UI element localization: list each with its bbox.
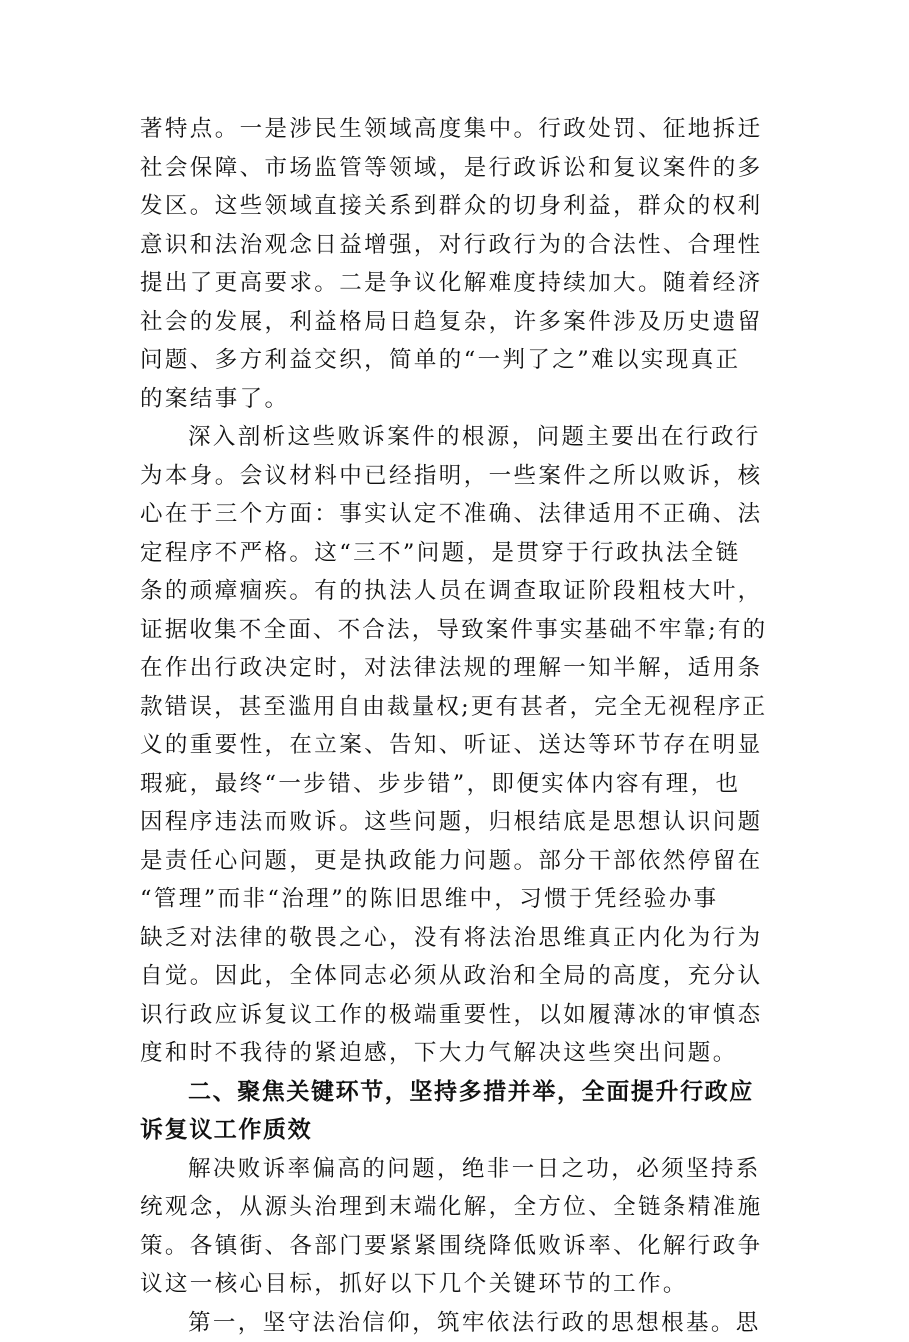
- text-line: 社会保障、市场监管等领域，是行政诉讼和复议案件的多: [140, 149, 770, 188]
- text-line: 义的重要性，在立案、告知、听证、送达等环节存在明显: [140, 726, 770, 765]
- paragraph-continuation: [140, 110, 770, 418]
- text-line: 第一，坚守法治信仰，筑牢依法行政的思想根基。思: [140, 1304, 770, 1342]
- text-line: “管理”而非“治理”的陈旧思维中，习惯于凭经验办事: [140, 880, 770, 919]
- text-line: 发区。这些领域直接关系到群众的切身利益，群众的权利: [140, 187, 770, 226]
- text-line: 社会的发展，利益格局日趋复杂，许多案件涉及历史遗留: [140, 303, 770, 342]
- text-line: 识行政应诉复议工作的极端重要性，以如履薄冰的审慎态: [140, 996, 770, 1035]
- text-line: 定程序不严格。这“三不”问题，是贯穿于行政执法全链: [140, 534, 770, 573]
- text-line: 议这一核心目标，抓好以下几个关键环节的工作。: [140, 1265, 770, 1304]
- text-line: 因程序违法而败诉。这些问题，归根结底是思想认识问题: [140, 803, 770, 842]
- text-line: 是责任心问题，更是执政能力问题。部分干部依然停留在: [140, 842, 770, 881]
- text-line: 款错误，甚至滥用自由裁量权;更有甚者，完全无视程序正: [140, 688, 770, 727]
- text-line: 深入剖析这些败诉案件的根源，问题主要出在行政行: [140, 418, 770, 457]
- text-line: 策。各镇街、各部门要紧紧围绕降低败诉率、化解行政争: [140, 1227, 770, 1266]
- text-line: 心在于三个方面：事实认定不准确、法律适用不正确、法: [140, 495, 770, 534]
- text-line: 为本身。会议材料中已经指明，一些案件之所以败诉，核: [140, 457, 770, 496]
- text-line: 的案结事了。: [140, 380, 770, 419]
- heading-line: 诉复议工作质效: [140, 1111, 770, 1150]
- text-line: 在作出行政决定时，对法律法规的理解一知半解，适用条: [140, 649, 770, 688]
- text-line: 问题、多方利益交织，简单的“一判了之”难以实现真正: [140, 341, 770, 380]
- text-line: 度和时不我待的紧迫感，下大力气解决这些突出问题。: [140, 1034, 770, 1073]
- text-line: 缺乏对法律的敬畏之心，没有将法治思维真正内化为行为: [140, 919, 770, 958]
- paragraph-root-causes: [140, 418, 770, 1073]
- text-line: 提出了更高要求。二是争议化解难度持续加大。随着经济: [140, 264, 770, 303]
- text-line: 瑕疵，最终“一步错、步步错”，即便实体内容有理，也: [140, 765, 770, 804]
- document-body: [140, 110, 770, 1342]
- text-line: 条的顽瘴痼疾。有的执法人员在调查取证阶段粗枝大叶，: [140, 572, 770, 611]
- text-line: 统观念，从源头治理到末端化解，全方位、全链条精准施: [140, 1188, 770, 1227]
- paragraph-first-point: [140, 1304, 770, 1342]
- text-line: 自觉。因此，全体同志必须从政治和全局的高度，充分认: [140, 957, 770, 996]
- heading-line: 二、聚焦关键环节，坚持多措并举，全面提升行政应: [140, 1073, 770, 1112]
- text-line: 证据收集不全面、不合法，导致案件事实基础不牢靠;有的: [140, 611, 770, 650]
- text-line: 著特点。一是涉民生领域高度集中。行政处罚、征地拆迁: [140, 110, 770, 149]
- section-heading: [140, 1073, 770, 1150]
- text-line: 解决败诉率偏高的问题，绝非一日之功，必须坚持系: [140, 1150, 770, 1189]
- text-line: 意识和法治观念日益增强，对行政行为的合法性、合理性: [140, 226, 770, 265]
- paragraph-intro: [140, 1150, 770, 1304]
